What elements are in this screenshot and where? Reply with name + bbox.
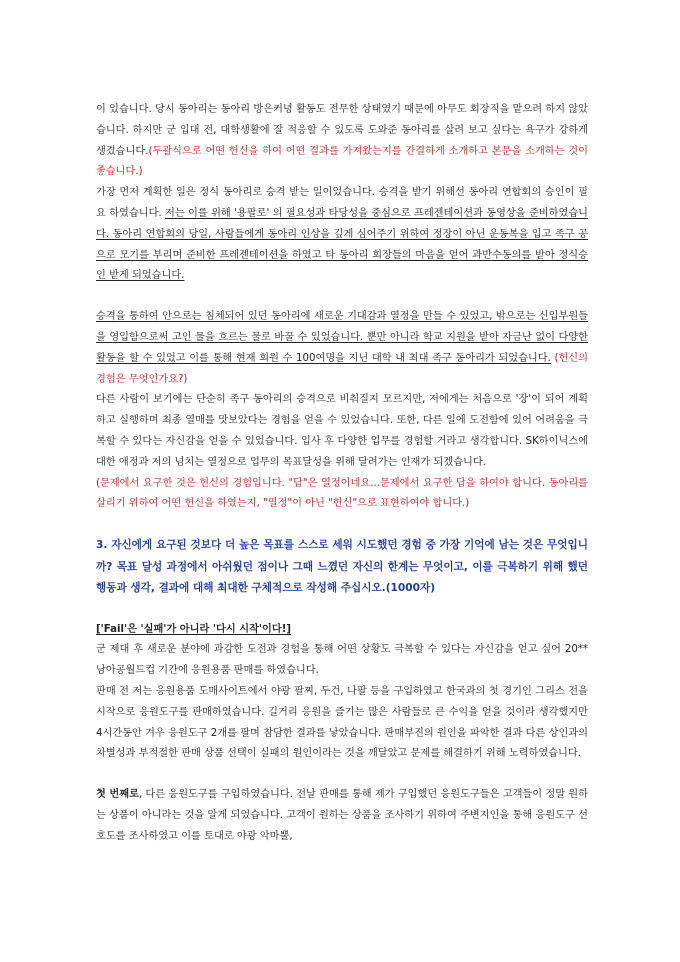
- spacer: [96, 287, 588, 307]
- paragraph-8-lead: 첫 번째로: [96, 789, 139, 801]
- spacer: [96, 765, 588, 785]
- paragraph-1: [96, 100, 588, 183]
- document-page: [96, 100, 588, 848]
- spacer: [96, 515, 588, 535]
- paragraph-6: 군 제대 후 새로운 분야에 과감한 도전과 경험을 통해 어떤 상황도 극복할 수 있다는 자신감을 얻고 싶어 20** 남아공월드컵 기간에 응원용품 판매를 하였습니다.: [96, 644, 588, 677]
- paragraph-7: 판매 전 저는 응원용품 도매사이트에서 야광 팔찌, 두건, 나팔 등을 구입하였고 한국과의 첫 경기인 그리스 전을 시작으로 응원도구를 판매하였습니다. 길거리 응원을 즐기는 많은 사람들로 큰 수익을 얻을 것이라 생각했지만 4시간동안 겨우 응원도구 2개를 팔며 참담한 결과를 낳았습니다. 판매부진의 원인을 파악한 결과 다른 상인과의 차별성과 부적절한 판매 상품 선택이 실패의 원인이라는 것을 깨달았고 문제를 해결하기 위해 노력하였습니다.: [96, 686, 588, 760]
- paragraph-2-text: 가장 먼저 계획한 일은 정식 동아리로 승격 받는 일이었습니다. 승격을 받기 위해선 동아리 연합회의 승인이 필요 하였습니다.: [96, 187, 588, 219]
- paragraph-8-text: , 다른 응원도구를 구입하였습니다. 전날 판매를 통해 제가 구입했던 응원도구들은 고객들이 정말 원하는 상품이 아니라는 것을 알게 되었습니다. 고객이 원하는 상품을 조사하기 위하여 주변지인을 통해 응원도구 선호도를 조사하였고 이를 토대로 야광 악마뿔,: [96, 789, 588, 842]
- question-3: 3. 자신에게 요구된 것보다 더 높은 목표를 스스로 세워 시도했던 경험 중 가장 기억에 남는 것은 무엇입니까? 목표 달성 과정에서 아쉬웠던 점이나 그때 느꼈던 자신의 한계는 무엇이고, 이를 극복하기 위해 했던 행동과 생각, 결과에 대해 최대한 구체적으로 작성해 주십시오.(1000자): [96, 539, 588, 595]
- section-title: ['Fail'은 '실패'가 아니라 '다시 시작'이다!]: [96, 623, 292, 635]
- review-note-3: (문제에서 요구한 것은 헌신의 경험입니다. "답"은 열정이네요...문제에서 요구한 답을 하여야 합니다. 동아리를 살리기 위하여 어떤 헌신을 하였는지, "열정"이 아닌 "헌신"으로 표현하여야 합니다.): [96, 477, 588, 510]
- paragraph-2-underlined: 저는 이를 위해 '용팔로' 의 필요성과 타당성을 중심으로 프레젠테이션과 동영상을 준비하였습니다. 동아리 연합회의 당일, 사람들에게 동아리 인상을 깊게 심어주기 위하여 정장이 아닌 운동복을 입고 족구 공으로 모기를 부리며 준비한 프레젠테이션을 하였고 타 동아리 회장들의 마음을 얻어 과반수동의를 받아 정식승인 받게 되었습니다.: [96, 207, 588, 282]
- review-note-2: (헌신의 경험은 무엇인가요?): [96, 352, 588, 385]
- review-note-1: (두괄식으로 어떤 헌신을 하여 어떤 결과를 가져왔는지를 간결하게 소개하고 본문을 소개하는 것이 좋습니다.): [96, 145, 588, 178]
- paragraph-1-text: 이 있습니다. 당시 동아리는 동아리 방은커녕 활동도 전무한 상태였기 때문에 아무도 회장직을 맡으려 하지 않았습니다. 하지만 군 입대 전, 대학생활에 잘 적응할 수 있도록 도와준 동아리를 살려 보고 싶다는 욕구가 강하게 생겼습니다.: [96, 104, 588, 157]
- paragraph-3-underlined: 승격을 통하여 안으로는 침체되어 있던 동아리에 새로운 기대감과 열정을 만들 수 있었고, 밖으로는 신입부원들을 영입함으로써 고인 물을 흐르는 물로 바꿀 수 있었습니다. 뿐만 아니라 학교 지원을 받아 자금난 없이 다양한 활동을 할 수 있었고 이를 통해 현재 회원 수 100여명을 지닌 대학 내 최대 족구 동아리가 되었습니다.: [96, 311, 588, 364]
- paragraph-2: [96, 183, 588, 287]
- paragraph-8: [96, 785, 588, 847]
- paragraph-3: [96, 307, 588, 390]
- paragraph-4: 다른 사람이 보기에는 단순히 족구 동아리의 승격으로 비춰질지 모르지만, 저에게는 처음으로 '장'이 되어 계획하고 실행하며 최종 열매를 맛보았다는 경험을 얻을 수 있었습니다. 또한, 다른 일에 도전함에 있어 어려움을 극복할 수 있다는 자신감을 얻을 수 있었습니다. 입사 후 다양한 업무를 경험할 거라고 생각합니다. SK하이닉스에 대한 애정과 저의 넘치는 열정으로 업무의 목표달성을 위해 달려가는 인재가 되겠습니다.: [96, 394, 588, 468]
- spacer: [96, 600, 588, 620]
